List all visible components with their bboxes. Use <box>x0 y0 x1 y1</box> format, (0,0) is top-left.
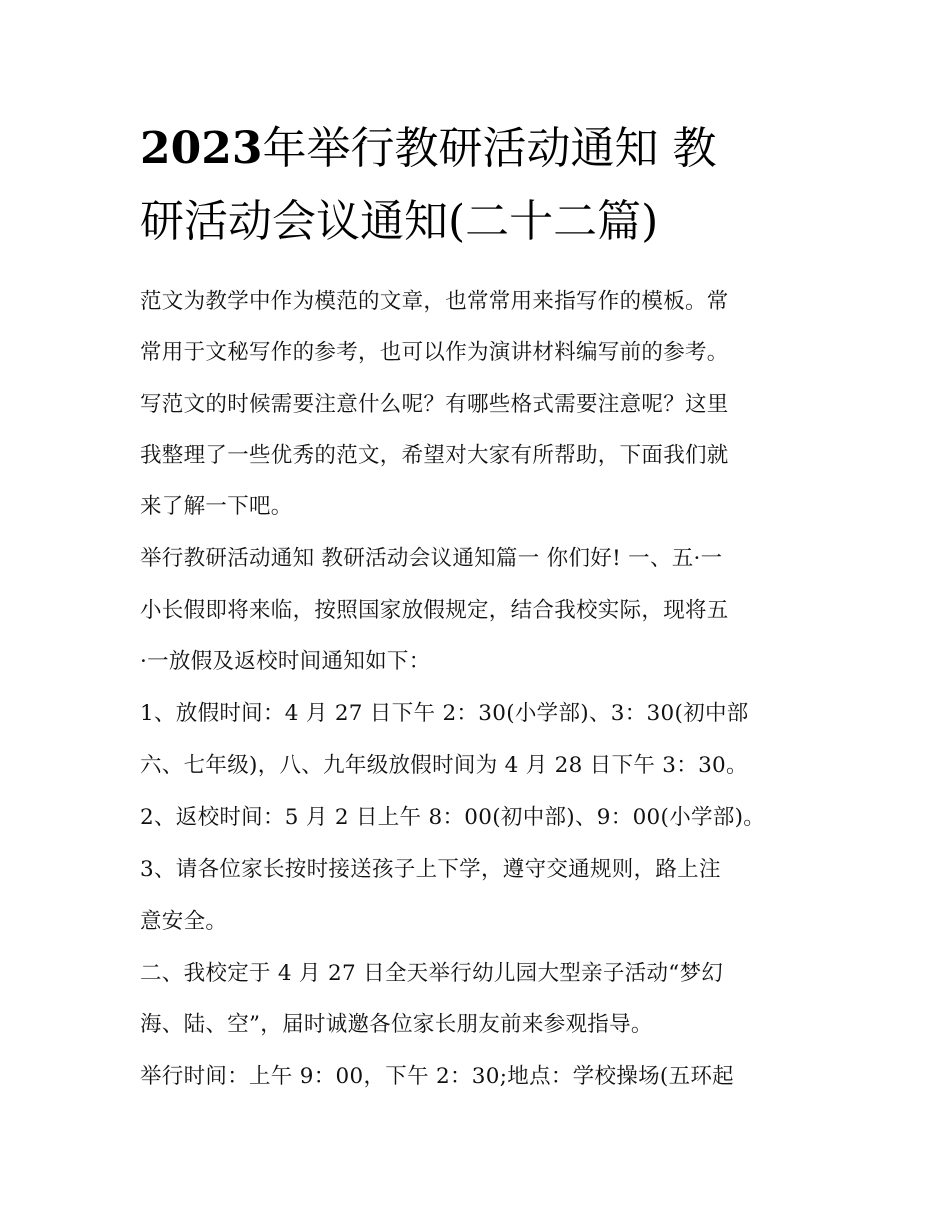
document-body <box>140 276 820 1104</box>
paragraph-holiday-time <box>140 688 820 791</box>
paragraph-line: 3、请各位家长按时接送孩子上下学，遵守交通规则，路上注 <box>140 857 721 883</box>
paragraph-line: 举行教研活动通知 教研活动会议通知篇一 你们好! 一、五·一 <box>140 546 723 572</box>
paragraph-line: 我整理了一些优秀的范文，希望对大家有所帮助，下面我们就 <box>140 442 729 468</box>
title-line-2: 研活动会议通知(二十二篇) <box>140 196 659 247</box>
paragraph-line: 二、我校定于 4 月 27 日全天举行幼儿园大型亲子活动“梦幻 <box>140 960 724 986</box>
paragraph-notice-1 <box>140 533 820 687</box>
paragraph-line: 来了解一下吧。 <box>140 494 293 520</box>
title-line-1-rest: 年举行教研活动通知 教 <box>262 123 717 174</box>
paragraph-line: 六、七年级)，八、九年级放假时间为 4 月 28 日下午 3：30。 <box>140 752 748 778</box>
paragraph-line: ·一放假及返校时间通知如下： <box>140 649 431 675</box>
paragraph-line: 1、放假时间：4 月 27 日下午 2：30(小学部)、3：30(初中部 <box>140 701 749 727</box>
paragraph-line: 小长假即将来临，按照国家放假规定，结合我校实际，现将五 <box>140 597 729 623</box>
paragraph-line: 范文为教学中作为模范的文章，也常常用来指写作的模板。常 <box>140 289 729 314</box>
title-year: 2023 <box>140 123 263 174</box>
document-title <box>140 112 820 258</box>
paragraph-activity <box>140 948 820 1051</box>
paragraph-line: 意安全。 <box>140 908 228 934</box>
paragraph-activity-time <box>140 1051 820 1102</box>
paragraph-return-time <box>140 792 820 843</box>
paragraph-intro <box>140 276 820 532</box>
paragraph-line: 2、返校时间：5 月 2 日上午 8：00(初中部)、9：00(小学部)。 <box>140 804 766 830</box>
paragraph-line: 举行时间：上午 9：00，下午 2：30;地点：学校操场(五环起 <box>140 1064 734 1090</box>
paragraph-line: 常用于文秘写作的参考，也可以作为演讲材料编写前的参考。 <box>140 340 729 366</box>
paragraph-line: 写范文的时候需要注意什么呢？有哪些格式需要注意呢？这里 <box>140 391 729 417</box>
paragraph-line: 海、陆、空”，届时诚邀各位家长朋友前来参观指导。 <box>140 1012 653 1038</box>
paragraph-safety <box>140 844 820 947</box>
